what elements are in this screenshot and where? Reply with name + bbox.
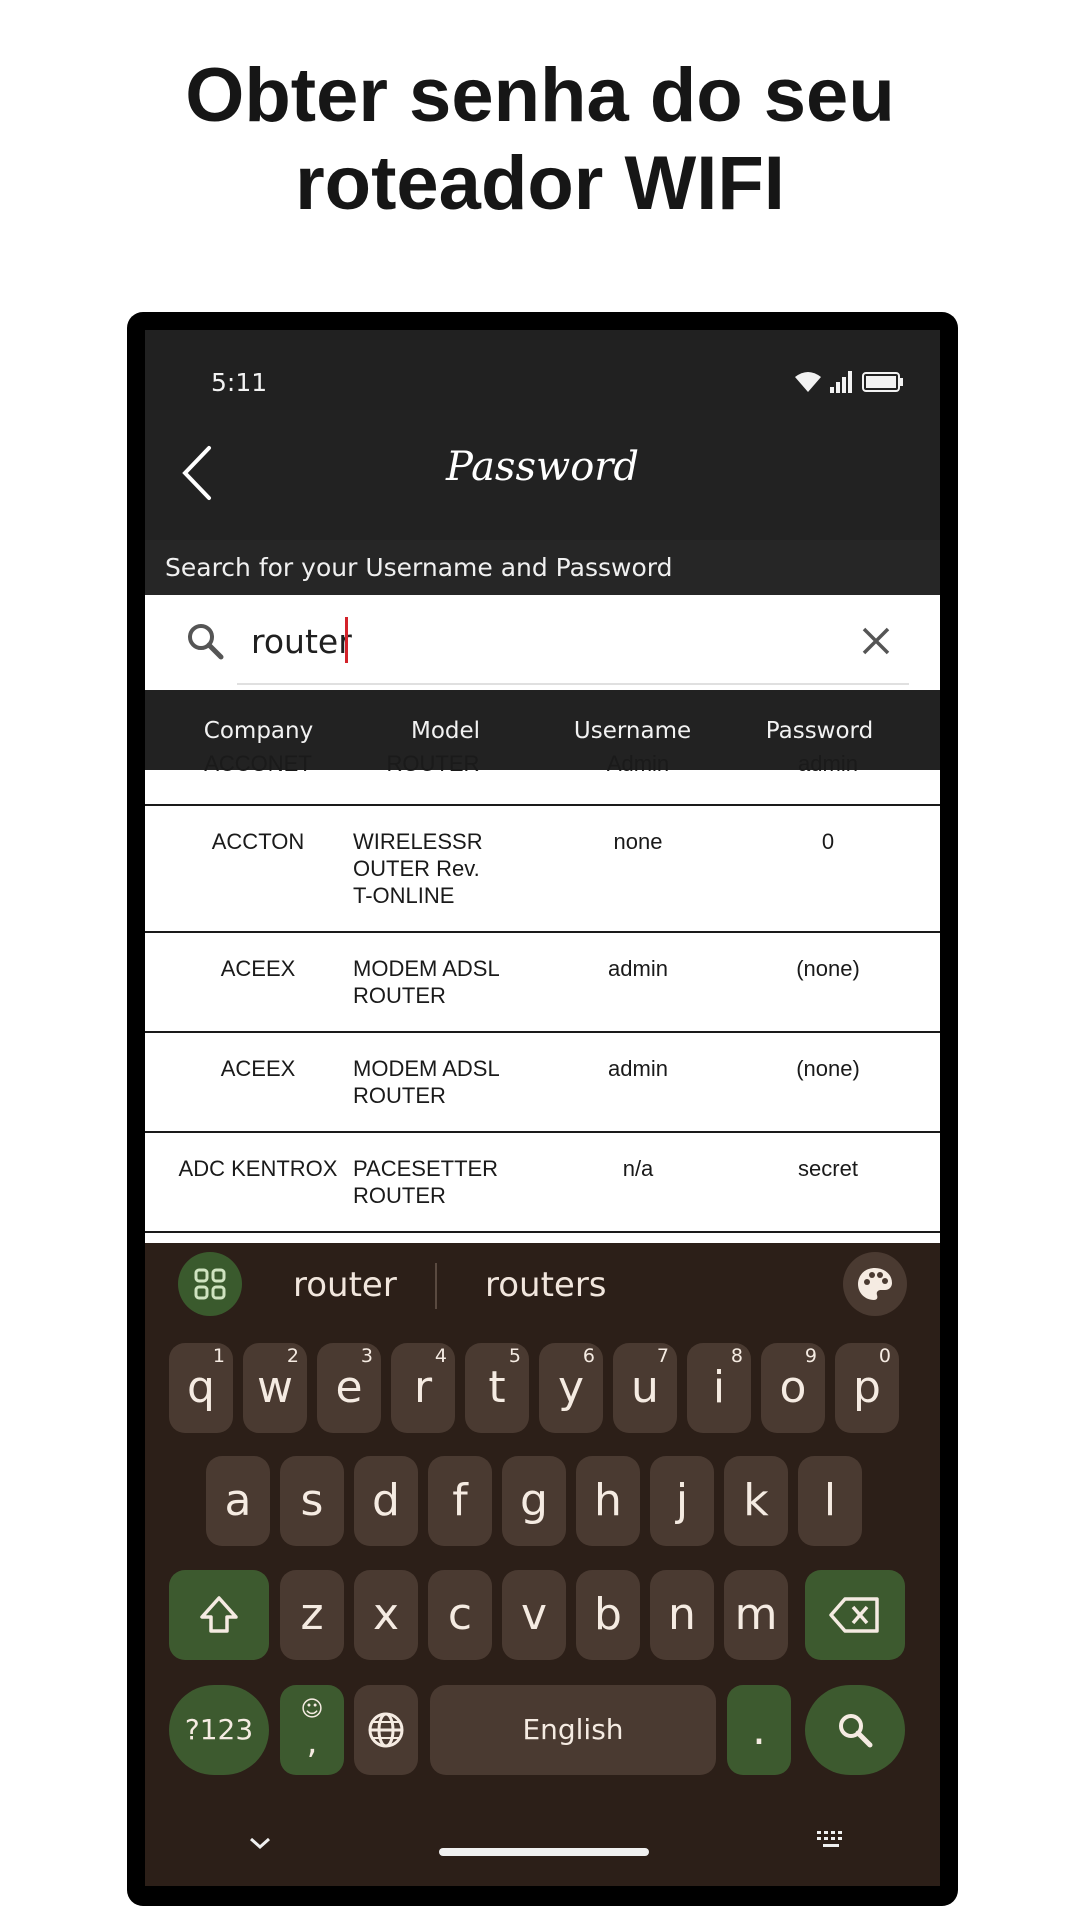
column-header-company[interactable]: Company [203,718,314,744]
column-header-model[interactable]: Model [410,718,481,744]
key-o[interactable] [761,1343,825,1433]
results-table[interactable] [145,751,940,1243]
phone-screen [145,330,940,1886]
key-b[interactable]: b [576,1570,640,1660]
key-j[interactable]: j [650,1456,714,1546]
key-hint: 7 [656,1345,669,1367]
cell-password: admin [798,751,858,776]
backspace-icon [827,1593,883,1637]
cell-username: Admin [606,751,670,776]
search-key[interactable] [805,1685,905,1775]
emoji-comma-key[interactable] [280,1685,344,1775]
shift-icon [194,1590,244,1640]
suggestion-1[interactable]: router [293,1265,397,1305]
key-y[interactable] [539,1343,603,1433]
emoji-icon: ☺ [300,1697,324,1722]
key-d[interactable]: d [354,1456,418,1546]
theme-button[interactable] [843,1252,907,1316]
table-row[interactable] [145,728,940,806]
cell-password: 0 [821,829,835,854]
cell-username: admin [608,956,668,981]
key-label: e [335,1362,363,1413]
table-row[interactable] [145,1033,940,1133]
key-hint: 2 [286,1345,299,1367]
key-label: y [557,1362,585,1413]
key-label: u [631,1362,659,1413]
cell-company: ACEEX [220,1056,296,1081]
cell-company: ACCONET [204,751,312,776]
key-hint: 3 [360,1345,373,1367]
text-caret [345,617,348,663]
key-k[interactable]: k [724,1456,788,1546]
search-bar [145,595,940,690]
key-a[interactable]: a [206,1456,270,1546]
key-u[interactable] [613,1343,677,1433]
cell-model: MODEM ADSL ROUTER [353,956,500,1008]
key-label: r [413,1362,433,1413]
headline [0,52,1080,228]
keyboard-icon[interactable] [815,1828,847,1852]
key-c[interactable]: c [428,1570,492,1660]
wifi-icon [794,371,822,393]
cell-company: ACEEX [220,956,296,981]
key-hint: 1 [212,1345,225,1367]
cell-model: PACESETTER ROUTER [353,1156,499,1208]
key-p[interactable] [835,1343,899,1433]
key-label: p [853,1362,881,1413]
key-z[interactable]: z [280,1570,344,1660]
key-q[interactable] [169,1343,233,1433]
page-title: Password [445,444,640,490]
shift-key[interactable] [169,1570,269,1660]
cell-password: (none) [796,1056,860,1081]
key-hint: 0 [878,1345,891,1367]
key-hint: 4 [434,1345,447,1367]
headline-line-2: roteador WIFI [295,141,785,226]
key-hint: 5 [508,1345,521,1367]
search-heading: Search for your Username and Password [145,540,940,595]
comma-label: , [306,1722,318,1762]
space-key[interactable]: English [430,1685,716,1775]
clear-search-button[interactable] [856,621,896,661]
cell-username: admin [608,1056,668,1081]
backspace-key[interactable] [805,1570,905,1660]
language-key[interactable] [354,1685,418,1775]
cell-model: ROUTER [386,751,480,776]
key-i[interactable] [687,1343,751,1433]
grid-icon [178,1252,242,1316]
key-label: o [779,1362,807,1413]
column-header-password[interactable]: Password [765,718,874,744]
suggestion-divider [435,1263,437,1309]
cell-model: MODEM ADSL ROUTER [353,1056,500,1108]
cell-model: WIRELESSR OUTER Rev. T-ONLINE [353,829,483,908]
search-icon[interactable] [185,621,225,661]
cell-username: n/a [622,1156,654,1181]
key-label: w [257,1362,293,1413]
cell-username: none [613,829,663,854]
palette-icon [843,1252,907,1316]
key-label: q [187,1362,215,1413]
chevron-down-icon[interactable] [245,1833,275,1853]
table-row[interactable] [145,806,940,933]
phone-frame [127,312,958,1906]
key-m[interactable]: m [724,1570,788,1660]
key-f[interactable]: f [428,1456,492,1546]
home-indicator[interactable] [439,1848,649,1856]
battery-icon [862,371,904,393]
symbols-key[interactable]: ?123 [169,1685,269,1775]
app-bar [145,410,940,540]
key-hint: 6 [582,1345,595,1367]
signal-icon [830,371,854,393]
key-x[interactable]: x [354,1570,418,1660]
key-r[interactable] [391,1343,455,1433]
soft-keyboard [145,1243,940,1886]
cell-password: secret [798,1156,858,1181]
status-bar [145,330,940,410]
cell-password: (none) [796,956,860,981]
key-hint: 9 [804,1345,817,1367]
search-icon [835,1710,875,1750]
status-icons [794,368,904,396]
key-label: t [488,1362,506,1413]
table-row[interactable] [145,1133,940,1233]
search-underline [237,683,909,685]
key-s[interactable]: s [280,1456,344,1546]
key-v[interactable]: v [502,1570,566,1660]
cell-company: ACCTON [211,829,305,854]
search-input[interactable] [251,615,811,667]
period-key[interactable]: . [727,1685,791,1775]
globe-icon [366,1710,406,1750]
column-header-username[interactable]: Username [573,718,692,744]
key-label: i [712,1362,726,1413]
close-icon [856,621,896,661]
key-hint: 8 [730,1345,743,1367]
key-g[interactable]: g [502,1456,566,1546]
key-l[interactable]: l [798,1456,862,1546]
status-time: 5:11 [211,368,268,397]
key-t[interactable] [465,1343,529,1433]
headline-line-1: Obter senha do seu [185,53,895,138]
key-e[interactable] [317,1343,381,1433]
key-h[interactable]: h [576,1456,640,1546]
table-row[interactable] [145,933,940,1033]
cell-company: ADC KENTROX [178,1156,338,1181]
keyboard-apps-button[interactable] [178,1252,242,1316]
key-n[interactable]: n [650,1570,714,1660]
suggestion-2[interactable]: routers [485,1265,607,1305]
key-w[interactable] [243,1343,307,1433]
